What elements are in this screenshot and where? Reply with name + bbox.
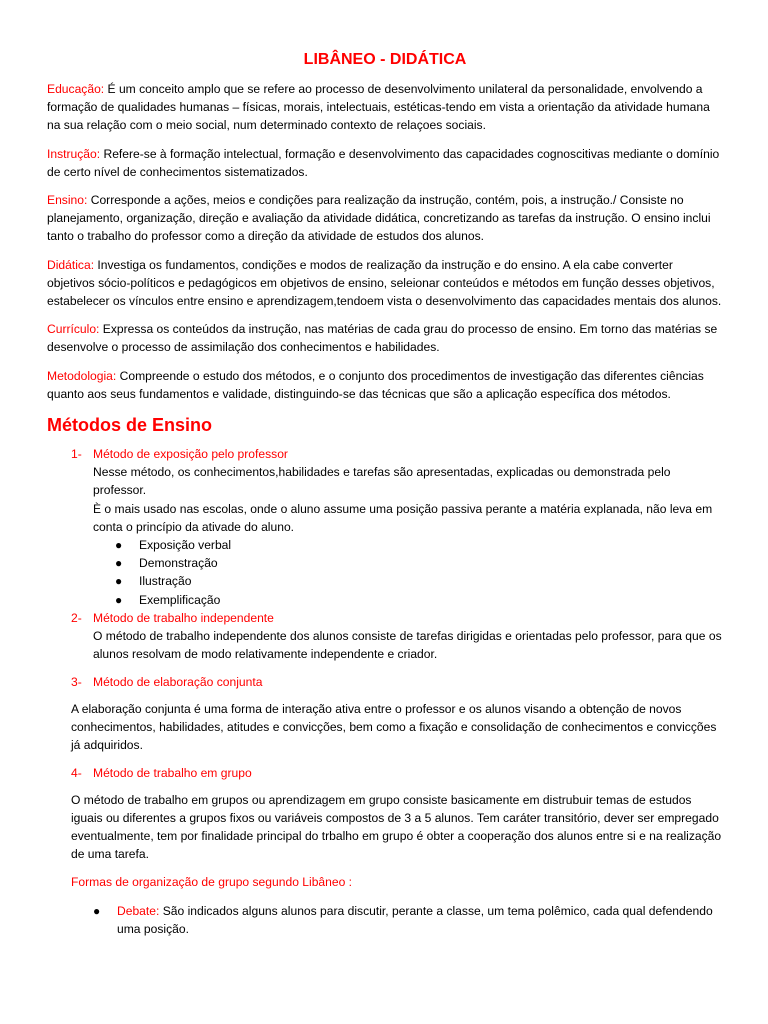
- method-description: O método de trabalho em grupos ou aprendizagem em grupo consiste basicamente em distrubuir temas de estudos iguais ou diferentes a grupos fixos ou variáveis compostos de 3 a 5 alunos. Tem caráter transitório, dever ser empregado eventualmente, tem por finalidade principal do trbalho em grupo é obter a cooperação dos alunos entre si e na realização de uma tarefa.: [71, 792, 722, 862]
- method-4: [47, 764, 723, 863]
- method-2: [47, 609, 723, 664]
- definition-educacao: [47, 80, 723, 135]
- definition-text: Investiga os fundamentos, condições e modos de realização da instrução e do ensino. A ela cabe converter objetivos sócio-políticos e pedagógicos em objetivos de ensino, seleionar conteúdos e métodos em função desses objetivos, estabelecer os vínculos entre ensino e aprendizagem,tendoem vista o desenvolvimento das capacidades mentais dos alunos.: [47, 257, 722, 309]
- list-item: [93, 554, 723, 572]
- method-3: [47, 673, 723, 754]
- bullet-icon: ●: [115, 574, 123, 589]
- list-item-label: Demonstração: [139, 556, 218, 571]
- list-item-label: Exemplificação: [139, 592, 221, 607]
- method-description: È o mais usado nas escolas, onde o aluno assume uma posição passiva perante a matéria explanada, não leva em conta o princípio da ativade do aluno.: [93, 501, 713, 534]
- debate-item: [47, 902, 723, 938]
- bullet-icon: ●: [93, 903, 101, 918]
- bullet-icon: ●: [115, 592, 123, 607]
- definition-term: Metodologia:: [47, 368, 117, 383]
- definition-instrucao: [47, 145, 723, 181]
- forms-heading: Formas de organização de grupo segundo Libâneo :: [71, 875, 353, 890]
- method-title: Método de trabalho em grupo: [93, 766, 252, 781]
- method-heading: [47, 764, 723, 782]
- method-number: 1-: [71, 447, 82, 462]
- method-number: 2-: [71, 610, 82, 625]
- method-number: 4-: [71, 766, 82, 781]
- definition-term: Ensino:: [47, 193, 88, 208]
- definition-text: É um conceito amplo que se refere ao processo de desenvolvimento unilateral da personalidade, envolvendo a formação de qualidades humanas – físicas, morais, intelectuais, estéticas-tendo em vista a orientação da atividade humana na sua relação com o meio social, num determinado contexto de relaçoes sociais.: [47, 82, 710, 133]
- definition-ensino: [47, 191, 723, 246]
- definition-text: Corresponde a ações, meios e condições para realização da instrução, contém, pois, a instrução./ Consiste no planejamento, organização, direção e avaliação da atividade didática, concretizando as tarefas da instrução. O ensino inclui tanto o trabalho do professor como a direção da atividade de estudos dos alunos.: [47, 193, 711, 244]
- method-description: A elaboração conjunta é uma forma de interação ativa entre o professor e os alunos visando a obtenção de novos conhecimentos, habilidades, atitudes e convicções, bem como a fixação e consolidação de conhecimentos e convicções já adquiridos.: [71, 701, 717, 753]
- list-item: [93, 572, 723, 590]
- list-item-label: Exposição verbal: [139, 538, 232, 553]
- method-description: O método de trabalho independente dos alunos consiste de tarefas dirigidas e orientadas pelo professor, para que os alunos resolvam de modo relativamente independente e criador.: [93, 629, 722, 662]
- list-item: [93, 536, 723, 554]
- method-heading: [47, 609, 723, 627]
- method-number: 3-: [71, 675, 82, 690]
- debate-text: São indicados alguns alunos para discutir, perante a classe, um tema polêmico, cada qual defendendo uma posição.: [117, 903, 713, 936]
- document-page: [47, 50, 723, 938]
- method-heading: [47, 445, 723, 463]
- debate-term: Debate:: [117, 903, 160, 918]
- spacer: [47, 663, 723, 673]
- definition-metodologia: [47, 367, 723, 403]
- definition-text: Expressa os conteúdos da instrução, nas matérias de cada grau do processo de ensino. Em torno das matérias se desenvolve o processo de assimilação dos conhecimentos e habilidades.: [47, 322, 718, 355]
- method-title: Método de elaboração conjunta: [93, 675, 263, 690]
- list-item: [93, 591, 723, 609]
- method-title: Método de trabalho independente: [93, 610, 274, 625]
- method-bullet-list: [47, 536, 723, 609]
- definition-didatica: [47, 256, 723, 311]
- method-1: [47, 445, 723, 609]
- definition-term: Currículo:: [47, 322, 100, 337]
- definition-term: Didática:: [47, 257, 95, 272]
- method-title: Método de exposição pelo professor: [93, 447, 288, 462]
- definition-text: Refere-se à formação intelectual, formação e desenvolvimento das capacidades cognoscitivas mediante o domínio de certo nível de conhecimentos sistematizados.: [47, 146, 720, 179]
- method-heading: [47, 673, 723, 691]
- document-title: LIBÂNEO - DIDÁTICA: [303, 51, 467, 68]
- definition-curriculo: [47, 320, 723, 356]
- definition-term: Instrução:: [47, 146, 101, 161]
- definition-term: Educação:: [47, 82, 105, 96]
- definition-text: Compreende o estudo dos métodos, e o conjunto dos procedimentos de investigação das diferentes ciências quanto aos seus fundamentos e validade, distinguindo-se das técnicas que são a aplicação específica dos métodos.: [47, 368, 704, 401]
- section-title: Métodos de Ensino: [47, 415, 213, 436]
- bullet-icon: ●: [115, 556, 123, 571]
- method-description: Nesse método, os conhecimentos,habilidades e tarefas são apresentadas, explicadas ou demonstrada pelo professor.: [93, 465, 671, 498]
- bullet-icon: ●: [115, 538, 123, 553]
- list-item-label: Ilustração: [139, 574, 192, 589]
